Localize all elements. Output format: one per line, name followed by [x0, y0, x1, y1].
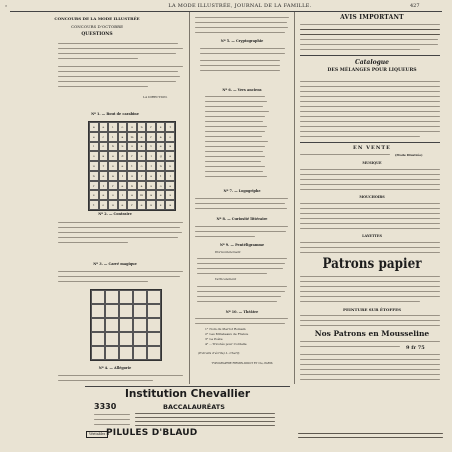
text-line: [200, 48, 285, 49]
text-line: [197, 273, 267, 274]
mouchoirs-heading: MOUCHOIRS: [359, 195, 385, 199]
text-line: [195, 27, 288, 28]
text-line: [300, 179, 440, 180]
page-number: 427: [410, 3, 420, 9]
text-line: [58, 237, 178, 238]
text-line: [195, 203, 285, 204]
text-line: [205, 121, 263, 122]
mode-illustree-label: (Mode Illustrée): [395, 153, 423, 157]
text-line: [58, 81, 176, 82]
text-line: [300, 111, 440, 112]
ad-top-rule: [85, 386, 290, 387]
catalogue-subheading: DES MÉLANGES POUR LIQUEURS: [327, 68, 417, 73]
text-line: [300, 34, 440, 35]
text-line: [298, 437, 443, 438]
text-line: [300, 374, 440, 375]
divider: [300, 142, 440, 143]
text-line: [300, 106, 440, 107]
printer-credit: TYPOGRAPHIE FIRMIN-DIDOT ET Cie, PARIS: [211, 362, 273, 365]
question-10-title: Nº 10. — Théâtre: [225, 310, 259, 314]
text-line: [300, 247, 440, 248]
question-8-title: Nº 8. — Curiosité littéraire: [216, 217, 268, 221]
carabine-grid: a e i o u n r s t e c l a m e r a o i o n u s a v e a o a e d r e i g e u r s e t o l n u n e a l u r e t l r t r e n a s o e s e o i e m a e s t o u e r e u s a: [88, 121, 176, 211]
text-line: [300, 136, 420, 137]
text-line: [300, 379, 440, 380]
text-line: [300, 121, 440, 122]
text-line: [58, 281, 148, 282]
text-line: [94, 419, 130, 420]
text-line: [300, 281, 440, 282]
text-line: [58, 66, 183, 67]
text-line: [58, 232, 182, 233]
text-line: [205, 151, 263, 152]
direction-signature: LA DIRECTION.: [143, 95, 168, 99]
text-line: [58, 375, 183, 376]
text-line: [197, 296, 281, 297]
n9-vertical-label: Verticalement: [215, 277, 237, 281]
text-line: [300, 228, 440, 229]
text-line: [58, 242, 128, 243]
text-line: [300, 301, 420, 302]
catalogue-heading: Catalogue: [355, 59, 389, 66]
text-line: [195, 231, 286, 232]
text-line: [300, 346, 400, 347]
n10-item-1: 1° Nom du Pierrot Romain: [205, 327, 246, 331]
question-2-title: Nº 2. — Contraire: [98, 212, 132, 216]
text-line: [58, 71, 178, 72]
text-line: [300, 320, 440, 321]
price-label: 9 fr 75: [406, 345, 425, 351]
text-line: [197, 268, 283, 269]
text-line: [300, 354, 440, 355]
question-4-title: Nº 4. — Allégorie: [98, 366, 132, 370]
text-line: [300, 325, 440, 326]
text-line: [195, 226, 288, 227]
patrons-mousseline-heading: Nos Patrons en Mousseline: [314, 329, 430, 338]
text-line: [200, 65, 280, 66]
text-line: [58, 53, 176, 54]
text-line: [300, 39, 438, 40]
text-line: [300, 296, 440, 297]
peinture-heading: PEINTURE SUR ÉTOFFES: [342, 307, 402, 312]
n9-horizontal-label: Horizontalement: [215, 250, 241, 254]
text-line: [195, 318, 288, 319]
institution-title: Institution Chevallier: [124, 388, 251, 400]
middle-signature: (Extraits d'écrits) L. Cherif.: [198, 351, 240, 355]
column-divider-2: [294, 12, 295, 384]
divider: [300, 55, 440, 56]
text-line: [58, 48, 183, 49]
text-line: [135, 425, 275, 426]
questions-heading: QUESTIONS: [81, 32, 113, 37]
text-line: [205, 101, 267, 102]
text-line: [300, 126, 440, 127]
text-line: [300, 49, 420, 50]
text-line: [205, 176, 267, 177]
text-line: [300, 286, 440, 287]
text-line: [135, 413, 275, 414]
avis-important-heading: AVIS IMPORTANT: [340, 14, 404, 21]
text-line: [298, 433, 443, 434]
text-line: [300, 174, 440, 175]
text-line: [205, 96, 265, 97]
text-line: [200, 70, 280, 71]
page-marker: »: [5, 4, 8, 8]
text-line: [205, 146, 265, 147]
text-line: [200, 53, 285, 54]
text-line: [300, 291, 440, 292]
text-line: [300, 91, 440, 92]
text-line: [195, 323, 285, 324]
text-line: [205, 126, 267, 127]
text-line: [58, 276, 180, 277]
text-line: [300, 369, 440, 370]
n10-item-4: 4° ...Tricotés pour Cordelle: [205, 342, 247, 346]
text-line: [58, 222, 183, 223]
text-line: [205, 106, 263, 107]
text-line: [205, 111, 269, 112]
magic-square-grid: [90, 289, 162, 361]
text-line: [300, 341, 440, 342]
pilules-title: PILULES D'BLAUD: [106, 428, 198, 438]
musique-heading: MUSIQUE: [362, 161, 382, 165]
text-line: [195, 17, 289, 18]
text-line: [300, 154, 390, 155]
contest-title: CONCOURS DE LA MODE ILLUSTRÉE: [54, 16, 140, 21]
text-line: [205, 141, 268, 142]
text-line: [58, 227, 180, 228]
text-line: [300, 213, 440, 214]
text-line: [300, 203, 440, 204]
text-line: [205, 136, 262, 137]
text-line: [300, 252, 440, 253]
text-line: [195, 32, 285, 33]
text-line: [300, 276, 440, 277]
text-line: [300, 189, 440, 190]
text-line: [195, 198, 288, 199]
text-line: [300, 96, 440, 97]
column-divider-1: [189, 12, 190, 384]
text-line: [205, 161, 261, 162]
text-line: [300, 223, 440, 224]
text-line: [300, 218, 440, 219]
text-line: [300, 81, 440, 82]
text-line: [94, 414, 130, 415]
text-line: [94, 424, 130, 425]
text-line: [58, 380, 153, 381]
text-line: [197, 263, 285, 264]
text-line: [205, 131, 265, 132]
journal-title: LA MODE ILLUSTRÉE, JOURNAL DE LA FAMILLE.: [168, 3, 312, 9]
text-line: [300, 364, 440, 365]
text-line: [58, 86, 148, 87]
text-line: [205, 171, 263, 172]
text-line: [205, 166, 265, 167]
question-7-title: Nº 7. — Logogriphe: [223, 189, 261, 193]
text-line: [300, 184, 440, 185]
text-line: [58, 76, 180, 77]
text-line: [197, 258, 287, 259]
text-line: [300, 116, 440, 117]
text-line: [195, 236, 255, 237]
text-line: [300, 359, 440, 360]
text-line: [135, 417, 275, 418]
text-line: [197, 286, 287, 287]
text-line: [58, 271, 183, 272]
text-line: [300, 86, 440, 87]
patrons-papier-heading: Patrons papier: [322, 254, 422, 272]
text-line: [300, 208, 440, 209]
text-line: [135, 421, 275, 422]
pilules-label: Véritables: [86, 431, 108, 438]
text-line: [300, 169, 440, 170]
text-line: [58, 43, 178, 44]
text-line: [205, 116, 265, 117]
baccalaureats-label: BACCALAURÉATS: [163, 403, 225, 411]
text-line: [300, 101, 440, 102]
n10-item-3: 3° Le Poète: [205, 337, 223, 341]
header-rule: [10, 11, 442, 12]
question-5-title: Nº 5. — Cryptographie: [220, 39, 264, 43]
text-line: [300, 315, 440, 316]
text-line: [195, 22, 287, 23]
text-line: [300, 44, 438, 45]
question-6-title: Nº 6. — Vers anciens: [222, 88, 262, 92]
text-line: [300, 24, 440, 25]
en-vente-heading: EN VENTE: [353, 145, 391, 151]
question-3-title: Nº 3. — Carré magique: [93, 262, 137, 266]
text-line: [58, 58, 138, 59]
text-line: [300, 242, 440, 243]
question-9-title: Nº 9. — Pentéligramme: [219, 243, 265, 247]
institution-number: 3330: [94, 402, 117, 411]
layettes-heading: LAYETTES: [362, 234, 382, 238]
text-line: [205, 156, 265, 157]
text-line: [197, 291, 285, 292]
text-line: [200, 60, 280, 61]
contest-subtitle: CONCOURS D'OCTOBRE: [70, 24, 124, 29]
n10-item-2: 2° Les Mirabeaux de France: [205, 332, 249, 336]
text-line: [300, 131, 440, 132]
text-line: [195, 208, 287, 209]
question-1-title: Nº 1. — Bout de carabine: [91, 112, 139, 116]
text-line: [300, 29, 440, 30]
text-line: [197, 301, 277, 302]
